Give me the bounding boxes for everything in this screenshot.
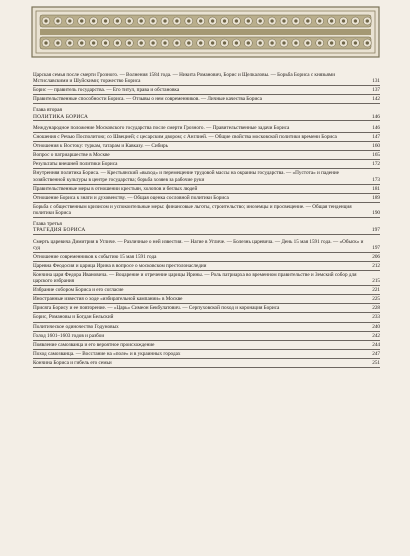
toc-entry-page: 240 — [372, 323, 380, 330]
toc-entry — [33, 262, 380, 271]
toc-entry-text: Правительственные меры в отношении крестьян, холопов и беглых людей — [33, 185, 198, 192]
toc-entry — [33, 142, 380, 151]
toc-entry-text: Борис, Романовы и Богдан Бельский — [33, 314, 114, 321]
toc-entry — [33, 323, 380, 332]
chapter-heading — [33, 107, 380, 121]
toc-entry-text: Внутренняя политика Бориса. — Крестьянский «выход» и перемещение трудовой массы на окраины государства. — «Пустота» и падение хозяйственной культуры в центре государства; борьба хозяев за рабочие руки — [33, 170, 339, 183]
toc-entry-text: Избрание собором Бориса и его согласие — [33, 287, 124, 294]
toc-entry-page: 206 — [372, 253, 380, 260]
toc-entry — [33, 124, 380, 133]
toc-entry-page: 212 — [372, 262, 380, 269]
toc-entry — [33, 350, 380, 359]
toc-entry — [33, 169, 380, 184]
toc-entry — [33, 203, 380, 218]
toc-entry-page: 228 — [372, 305, 380, 312]
chapter-page: 146 — [371, 113, 380, 120]
toc-entry — [33, 341, 380, 350]
toc-entry-text: Присяга Борису и ее повторение. — «Царь» Симеон Бекбулатович. — Серпуховской поход и коронация Бориса — [33, 305, 280, 312]
toc-entry-text: Царевна Феодосия и царица Ирина в вопросе о московском престолонаследии — [33, 262, 207, 269]
toc-entry-page: 172 — [372, 161, 380, 168]
toc-entry-text: Политическое одиночество Годуновых — [33, 323, 119, 330]
toc-entry-page: 165 — [372, 152, 380, 159]
toc-entry-text: Кончина царя Федора Ивановича. — Воцарение и отречение царицы Ирины. — Роль патриарха во временном правительстве и Земский собор для царского избрания — [33, 271, 357, 285]
toc-entry — [33, 185, 380, 194]
toc-entry — [33, 238, 380, 253]
toc-entry — [33, 253, 380, 262]
toc-entry-text: Отношение Бориса к знати и духовенству. — Общая оценка сословной политики Бориса — [33, 194, 229, 201]
chapter-title: ТРАГЕДИЯ БОРИСА — [33, 227, 86, 234]
chapter-number: Глава третья — [33, 221, 62, 227]
toc-entry — [33, 332, 380, 341]
toc-entry-page: 247 — [372, 350, 380, 357]
toc-entry-page: 142 — [372, 96, 380, 103]
parts-section — [33, 107, 380, 368]
toc-entry-text: Отношения к Востоку: туркам, татарам и Кавказу. — Сибирь — [33, 143, 168, 150]
toc-entry — [33, 194, 380, 203]
toc-entry-page: 146 — [372, 124, 380, 131]
toc-entry — [33, 160, 380, 169]
toc-entry — [33, 86, 380, 95]
toc-entry — [33, 133, 380, 142]
table-of-contents — [33, 68, 380, 368]
toc-entry-text: Результаты внешней политики Бориса — [33, 161, 118, 168]
toc-entry-text: Кончина Бориса и гибель его семьи — [33, 359, 112, 366]
toc-entry-text: Борьба с общественным кризисом и успокоительные меры: финансовые льготы, строительство; иноземцы и просвещение. — Общая тенденция политики Бориса — [33, 203, 352, 216]
toc-entry-page: 233 — [372, 314, 380, 321]
toc-entry-page: 137 — [372, 87, 380, 94]
toc-entry-page: 160 — [372, 143, 380, 150]
toc-entry — [33, 151, 380, 160]
toc-entry-text: Смерть царевича Димитрия в Угличе. — Различные о ней известия. — Нагие в Угличе. — Болезнь царевича. — День 15 мая 1591 года. — «Обыск» и суд — [33, 238, 364, 251]
toc-entry — [33, 95, 380, 104]
toc-entry — [33, 304, 380, 313]
toc-entry-text: Правительственные способности Бориса. — Отзывы о нем современников. — Личные качества Бориса — [33, 96, 262, 103]
toc-entry-page: 181 — [372, 185, 380, 192]
toc-entry-page: 242 — [372, 332, 380, 339]
decorative-header-ornament — [31, 6, 380, 58]
toc-entry-text: Международное положение Московского государства после смерти Грозного. — Правительственные задачи Бориса — [33, 124, 290, 131]
toc-entry-text: Вопрос о патриаршестве в Москве — [33, 152, 110, 159]
toc-entry-text: Поход самозванца. — Восстание на «поле» и в украинных городах — [33, 350, 181, 357]
toc-entry — [33, 286, 380, 295]
toc-entry-page: 173 — [372, 176, 380, 183]
toc-entry-page: 244 — [372, 341, 380, 348]
toc-entry-text: Сношения с Речью Посполитою; со Швецией; с цесарским двором; с Англией. — Общие свойства московской политики времени Бориса — [33, 134, 337, 141]
toc-entry-page: 225 — [372, 296, 380, 303]
toc-entry-page: 190 — [372, 209, 380, 216]
toc-entry — [33, 71, 380, 86]
toc-entry-page: 197 — [372, 244, 380, 251]
toc-entry-page: 251 — [372, 359, 380, 366]
toc-entry-page: 215 — [372, 278, 380, 285]
chapter-page: 197 — [371, 227, 380, 234]
intro-section — [33, 71, 380, 104]
toc-entry-page: 189 — [372, 194, 380, 201]
toc-entry — [33, 313, 380, 322]
toc-entry — [33, 359, 380, 368]
toc-entry-text: Борис — правитель государства. — Его титул, права и обстановка — [33, 87, 180, 94]
toc-entry-page: 221 — [372, 287, 380, 294]
toc-entry-page: 131 — [372, 78, 380, 85]
toc-entry-text: Отношение современников к событию 15 мая 1591 года — [33, 253, 157, 260]
toc-entry-text: Появление самозванца и его вероятное происхождение — [33, 341, 155, 348]
toc-entry — [33, 271, 380, 286]
chapter-number: Глава вторая — [33, 107, 62, 114]
toc-entry-page: 147 — [372, 134, 380, 141]
toc-entry-text: Голод 1601–1603 годов и разбои — [33, 332, 105, 339]
chapter-title: ПОЛИТИКА БОРИСА — [33, 113, 89, 120]
chapter-heading — [33, 221, 380, 235]
toc-entry — [33, 295, 380, 304]
toc-entry-text: Царская семья после смерти Грозного. — Волнения 1584 года. — Никита Романович, Борис и Щелкаловы. — Борьба Бориса с князьями Мстиславскими и Шуйскими; торжество Бориса — [33, 72, 335, 85]
toc-entry-text: Иностранные известия о ходе «избирательной кампании» в Москве — [33, 296, 183, 303]
